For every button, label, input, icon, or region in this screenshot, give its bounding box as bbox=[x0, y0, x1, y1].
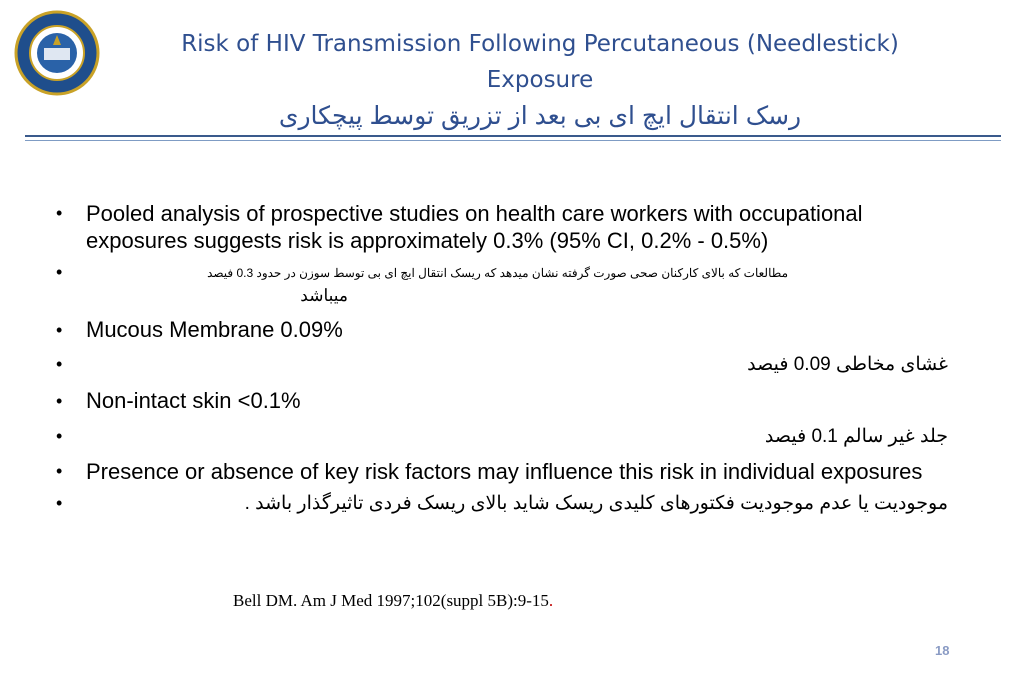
bullet-item bbox=[48, 350, 948, 380]
bullet-dot: • bbox=[56, 203, 63, 223]
bullet-text: Mucous Membrane 0.09% bbox=[86, 317, 343, 342]
bullet-text-dari: غشای مخاطی 0.09 فیصد bbox=[747, 354, 948, 375]
bullet-text: Non-intact skin <0.1% bbox=[86, 388, 301, 413]
bullet-dot: • bbox=[56, 354, 63, 374]
cjtf-logo bbox=[14, 10, 100, 96]
page-number: 18 bbox=[935, 643, 950, 658]
bullet-dot: • bbox=[56, 391, 63, 411]
citation-text: Bell DM. Am J Med 1997;102(suppl 5B):9-15 bbox=[233, 591, 549, 610]
bullet-item bbox=[48, 489, 948, 519]
bullet-item bbox=[48, 258, 948, 310]
bullet-item bbox=[48, 200, 948, 254]
bullet-dot: • bbox=[56, 426, 63, 446]
bullet-text-dari: موجودیت یا عدم موجودیت فکتورهای کلیدی ریسک شاید بالای ریسک فردی تاثیرگذار باشد . bbox=[244, 493, 948, 514]
slide-title-line1: Risk of HIV Transmission Following Percutaneous (Needlestick) bbox=[181, 31, 899, 57]
slide-title-line2: Exposure bbox=[486, 67, 594, 93]
bullet-dot: • bbox=[56, 493, 63, 513]
bullet-dot: • bbox=[56, 320, 63, 340]
bullet-text-dari: مطالعات که بالای کارکنان صحی صورت گرفته نشان میدهد که ریسک انتقال ایچ ای بی توسط سوزن در حدود 0.3 فیصد bbox=[207, 266, 788, 280]
bullet-item bbox=[48, 422, 948, 452]
bullet-text: Pooled analysis of prospective studies on health care workers with occupational exposures suggests risk is approximately 0.3% (95% CI, 0.2% - 0.5%) bbox=[86, 201, 863, 253]
title-divider bbox=[25, 135, 1001, 137]
citation-period: . bbox=[548, 591, 554, 610]
bullet-item bbox=[48, 314, 948, 346]
slide-title-dari: رسک انتقال ایچ ای بی بعد از تزریق توسط پیچکاری bbox=[278, 102, 802, 130]
bullet-text: Presence or absence of key risk factors may influence this risk in individual exposures bbox=[86, 459, 923, 484]
bullet-text-dari-cont: میباشد bbox=[300, 286, 348, 305]
bullet-item bbox=[48, 386, 948, 416]
bullet-list bbox=[48, 200, 948, 519]
bullet-item bbox=[48, 458, 948, 485]
title-divider-thin bbox=[25, 140, 1001, 141]
bullet-dot: • bbox=[56, 262, 63, 282]
bullet-dot: • bbox=[56, 461, 63, 481]
bullet-text-dari: جلد غیر سالم 0.1 فیصد bbox=[764, 426, 948, 447]
citation bbox=[233, 591, 553, 611]
